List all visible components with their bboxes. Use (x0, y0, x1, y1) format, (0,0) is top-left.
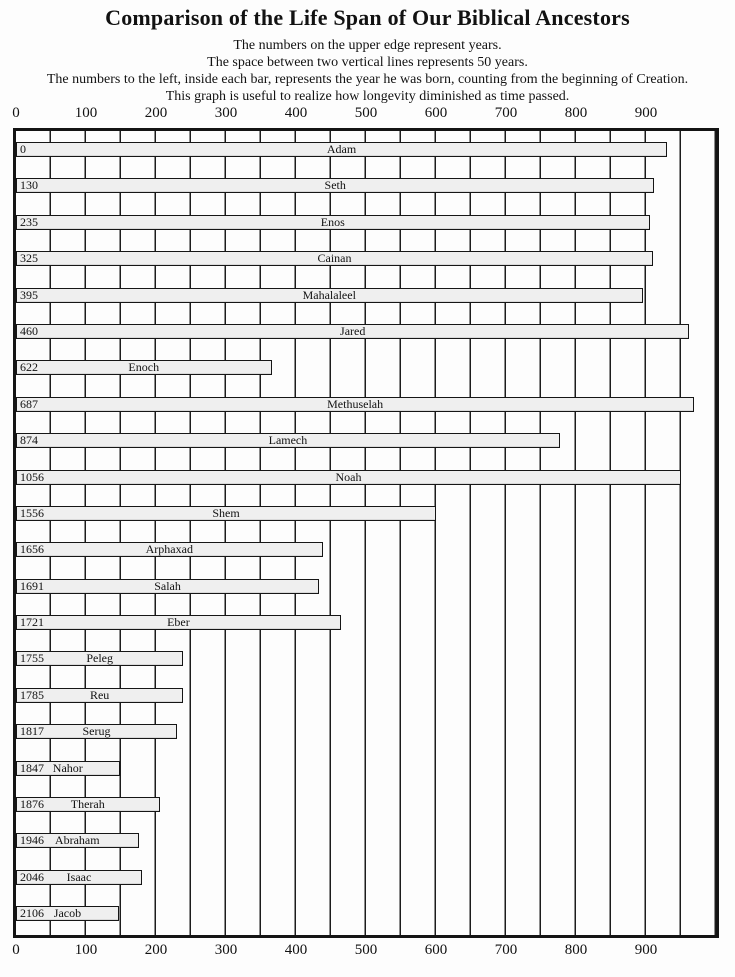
subtitle-line-2: The space between two vertical lines represents 50 years. (207, 55, 528, 70)
chart-header (0, 5, 735, 105)
birth-year-label: 1721 (20, 615, 44, 630)
axis-tick-label: 600 (424, 105, 448, 121)
birth-year-label: 1691 (20, 578, 44, 593)
axis-tick-label: 700 (494, 942, 518, 958)
birth-year-label: 1817 (20, 724, 44, 739)
bar-row-nahor (16, 761, 716, 776)
axis-tick-label: 300 (214, 105, 238, 121)
ancestor-name-label: Mahalaleel (302, 287, 356, 302)
birth-year-label: 1847 (20, 760, 44, 775)
bar-row-enos (16, 215, 716, 230)
lifespan-bar-adam (16, 142, 667, 157)
ancestor-name-label: Jared (340, 323, 366, 338)
lifespan-bar-isaac (16, 870, 142, 885)
bar-row-mahalaleel (16, 288, 716, 303)
birth-year-label: 2046 (20, 869, 44, 884)
lifespan-bar-methuselah (16, 397, 694, 412)
birth-year-label: 235 (20, 214, 38, 229)
ancestor-name-label: Methuselah (327, 396, 384, 411)
axis-tick-label: 800 (564, 942, 588, 958)
bar-row-abraham (16, 833, 716, 848)
ancestor-name-label: Eber (167, 615, 190, 630)
bar-row-methuselah (16, 397, 716, 412)
lifespan-bar-enos (16, 215, 650, 230)
lifespan-bar-abraham (16, 833, 139, 848)
ancestor-name-label: Seth (324, 178, 346, 193)
birth-year-label: 1056 (20, 469, 44, 484)
axis-tick-label: 300 (214, 942, 238, 958)
bar-row-shem (16, 506, 716, 521)
axis-tick-label: 200 (144, 105, 168, 121)
x-axis-bottom (0, 941, 735, 959)
axis-tick-label: 700 (494, 105, 518, 121)
ancestor-name-label: Enos (320, 214, 345, 229)
birth-year-label: 1876 (20, 797, 44, 812)
bar-row-cainan (16, 251, 716, 266)
birth-year-label: 130 (20, 178, 38, 193)
ancestor-name-label: Adam (326, 142, 357, 156)
ancestor-name-label: Noah (335, 469, 362, 484)
birth-year-label: 687 (20, 396, 38, 411)
lifespan-bar-reu (16, 688, 183, 703)
axis-tick-label: 100 (74, 105, 98, 121)
lifespan-bar-peleg (16, 651, 183, 666)
subtitle-line-4: This graph is useful to realize how longevity diminished as time passed. (165, 89, 570, 104)
ancestor-name-label: Enoch (128, 360, 160, 375)
birth-year-label: 325 (20, 251, 38, 266)
birth-year-label: 1755 (20, 651, 44, 666)
ancestor-name-label: Abraham (54, 833, 100, 848)
bar-row-seth (16, 178, 716, 193)
birth-year-label: 0 (20, 142, 26, 156)
chart-title: Comparison of the Life Span of Our Biblical Ancestors (105, 5, 630, 30)
ancestor-name-label: Lamech (268, 433, 308, 448)
birth-year-label: 2106 (20, 906, 44, 921)
lifespan-bar-enoch (16, 360, 272, 375)
axis-tick-label: 900 (634, 105, 658, 121)
subtitle-line-3: The numbers to the left, inside each bar, represents the year he was born, counting from the beginning of Creation. (46, 72, 689, 87)
axis-tick-label: 0 (12, 105, 20, 121)
ancestor-name-label: Jacob (53, 906, 82, 921)
axis-tick-label: 800 (564, 105, 588, 121)
bar-rows-container (16, 142, 716, 943)
ancestor-name-label: Salah (154, 578, 181, 593)
lifespan-bar-lamech (16, 433, 560, 448)
ancestor-name-label: Arphaxad (145, 542, 193, 557)
ancestor-name-label: Isaac (66, 869, 92, 884)
birth-year-label: 1946 (20, 833, 44, 848)
bar-row-salah (16, 579, 716, 594)
birth-year-label: 460 (20, 323, 38, 338)
bar-row-arphaxad (16, 542, 716, 557)
subtitle-line-1: The numbers on the upper edge represent years. (233, 38, 502, 53)
bar-row-noah (16, 470, 716, 485)
ancestor-name-label: Nahor (52, 760, 83, 775)
birth-year-label: 874 (20, 433, 38, 448)
birth-year-label: 622 (20, 360, 38, 375)
birth-year-label: 1785 (20, 687, 44, 702)
lifespan-bar-shem (16, 506, 436, 521)
lifespan-bar-noah (16, 470, 681, 485)
lifespan-bar-salah (16, 579, 319, 594)
axis-tick-label: 400 (284, 105, 308, 121)
bar-row-eber (16, 615, 716, 630)
axis-tick-label: 200 (144, 942, 168, 958)
axis-tick-label: 500 (354, 942, 378, 958)
lifespan-bar-nahor (16, 761, 120, 776)
lifespan-bar-arphaxad (16, 542, 323, 557)
bar-row-enoch (16, 360, 716, 375)
bar-row-therah (16, 797, 716, 812)
ancestor-name-label: Therah (70, 797, 105, 812)
birth-year-label: 1656 (20, 542, 44, 557)
chart-plot-area (13, 128, 719, 938)
lifespan-bar-jared (16, 324, 689, 339)
bar-row-adam (16, 142, 716, 157)
axis-tick-label: 600 (424, 942, 448, 958)
bar-row-lamech (16, 433, 716, 448)
x-axis-top (0, 104, 735, 122)
lifespan-bar-serug (16, 724, 177, 739)
axis-tick-label: 0 (12, 942, 20, 958)
ancestor-name-label: Cainan (317, 251, 352, 266)
lifespan-bar-therah (16, 797, 160, 812)
bar-row-peleg (16, 651, 716, 666)
ancestor-name-label: Reu (89, 687, 110, 702)
birth-year-label: 1556 (20, 505, 44, 520)
bar-row-jared (16, 324, 716, 339)
axis-tick-label: 400 (284, 942, 308, 958)
axis-tick-label: 500 (354, 105, 378, 121)
lifespan-bar-seth (16, 178, 654, 193)
birth-year-label: 395 (20, 287, 38, 302)
axis-tick-label: 100 (74, 942, 98, 958)
bar-row-jacob (16, 906, 716, 921)
lifespan-bar-mahalaleel (16, 288, 643, 303)
ancestor-name-label: Peleg (86, 651, 113, 666)
lifespan-bar-eber (16, 615, 341, 630)
ancestor-name-label: Shem (212, 505, 240, 520)
lifespan-bar-jacob (16, 906, 119, 921)
ancestor-name-label: Serug (82, 724, 111, 739)
bar-row-serug (16, 724, 716, 739)
bar-row-isaac (16, 870, 716, 885)
axis-tick-label: 900 (634, 942, 658, 958)
bar-row-reu (16, 688, 716, 703)
lifespan-bar-cainan (16, 251, 653, 266)
